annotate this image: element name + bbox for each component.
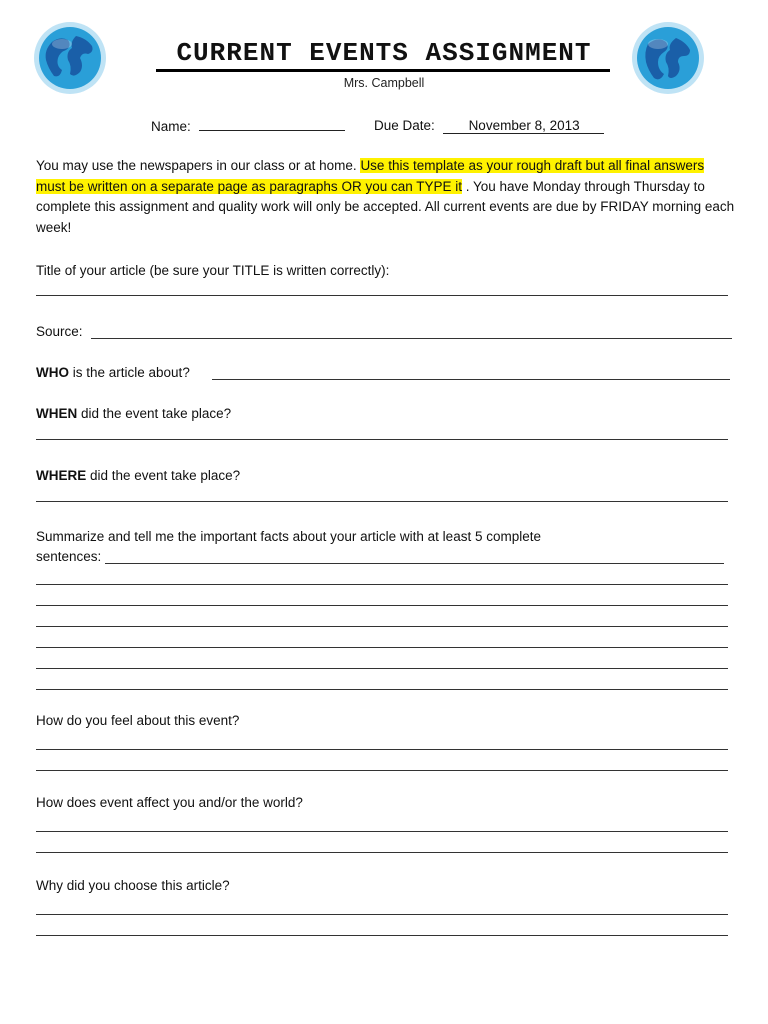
question-affect: How does event affect you and/or the world? — [36, 795, 303, 810]
summary-answer-line[interactable] — [105, 563, 724, 564]
summary-answer-line[interactable] — [36, 689, 728, 690]
question-summary: Summarize and tell me the important facts about your article with at least 5 complete — [36, 529, 541, 544]
name-field[interactable] — [199, 116, 345, 131]
summary-answer-line[interactable] — [36, 605, 728, 606]
when-keyword: WHEN — [36, 406, 78, 421]
answer-line[interactable] — [36, 295, 728, 296]
source-answer-line[interactable] — [91, 338, 732, 339]
question-source — [36, 322, 83, 342]
instructions-paragraph — [36, 156, 736, 239]
when-answer-line[interactable] — [36, 439, 728, 440]
question-why: Why did you choose this article? — [36, 878, 230, 893]
source-label: Source: — [36, 324, 83, 339]
name-label: Name: — [151, 119, 191, 134]
question-feel: How do you feel about this event? — [36, 713, 240, 728]
instructions-text: You may use the newspapers in our class or at home. — [36, 158, 361, 173]
due-date-row — [374, 116, 604, 136]
teacher-name: Mrs. Campbell — [343, 76, 425, 90]
name-row — [151, 116, 345, 137]
why-answer-line[interactable] — [36, 935, 728, 936]
summary-answer-line[interactable] — [36, 584, 728, 585]
question-where — [36, 466, 240, 486]
when-text: did the event take place? — [77, 406, 232, 421]
instructions-highlight: Use this template as your rough draft but all final answers must be written on a separate page as paragraphs OR you can TYPE it — [36, 158, 705, 194]
page-title: CURRENT EVENTS ASSIGNMENT — [176, 38, 592, 68]
question-who — [36, 363, 190, 383]
question-when — [36, 404, 231, 424]
summary-answer-line[interactable] — [36, 647, 728, 648]
feel-answer-line[interactable] — [36, 770, 728, 771]
affect-answer-line[interactable] — [36, 831, 728, 832]
who-text: is the article about? — [69, 365, 190, 380]
summary-answer-line[interactable] — [36, 668, 728, 669]
where-text: did the event take place? — [86, 468, 241, 483]
affect-answer-line[interactable] — [36, 852, 728, 853]
why-answer-line[interactable] — [36, 914, 728, 915]
title-underline — [156, 69, 610, 72]
feel-answer-line[interactable] — [36, 749, 728, 750]
who-keyword: WHO — [36, 365, 69, 380]
due-date-value: November 8, 2013 — [443, 118, 604, 134]
who-answer-line[interactable] — [212, 379, 730, 380]
question-summary-cont: sentences: — [36, 549, 102, 564]
instructions-text-cont: . You have Monday through Thursday to complete this assignment and quality work will only be accepted. All current events are due by FRIDAY morning each week! — [36, 178, 735, 236]
where-answer-line[interactable] — [36, 501, 728, 502]
due-date-label: Due Date: — [374, 118, 435, 133]
question-title: Title of your article (be sure your TITLE is written correctly): — [36, 263, 390, 278]
where-keyword: WHERE — [36, 468, 87, 483]
summary-answer-line[interactable] — [36, 626, 728, 627]
